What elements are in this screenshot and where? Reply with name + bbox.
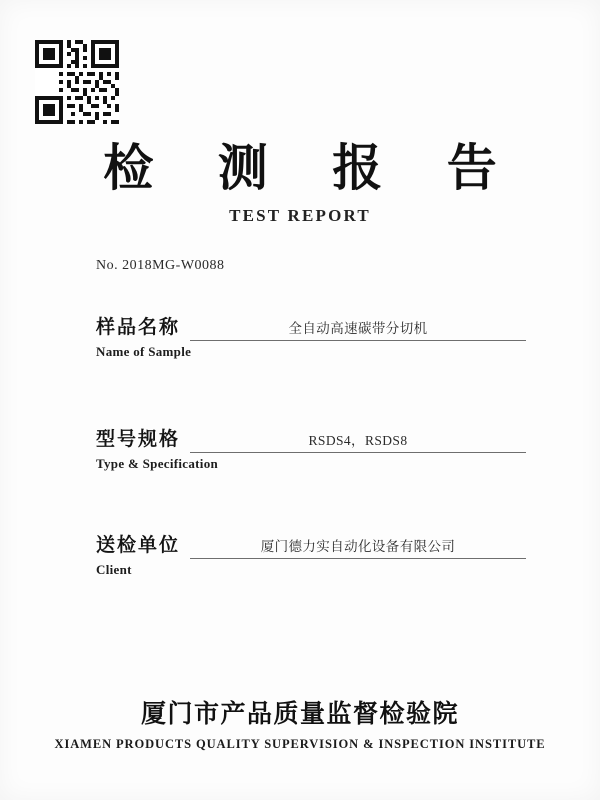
- report-number: No. 2018MG-W0088: [96, 258, 225, 273]
- field-value-line: [190, 532, 526, 559]
- page-title-english: TEST REPORT: [229, 206, 371, 225]
- field-label-en: Client: [96, 562, 132, 577]
- field-label-cn: 样品名称: [96, 317, 181, 338]
- footer-block: [0, 694, 600, 752]
- field-row: [96, 530, 526, 559]
- field-row: [96, 424, 526, 453]
- field-value: 全自动高速碳带分切机: [288, 321, 428, 336]
- field-label-en: Type & Specification: [96, 456, 219, 471]
- field-client: [96, 530, 526, 578]
- field-name-of-sample: [96, 312, 526, 360]
- field-value: RSDS4，RSDS8: [308, 433, 408, 448]
- issuing-organization-cn: 厦门市产品质量监督检验院: [140, 701, 459, 728]
- field-row: [96, 312, 526, 341]
- field-label-cn: 送检单位: [96, 535, 181, 556]
- field-type-specification: [96, 424, 526, 472]
- field-value: 厦门德力实自动化设备有限公司: [260, 539, 456, 554]
- issuing-organization-en: XIAMEN PRODUCTS QUALITY SUPERVISION & INSPECTION INSTITUTE: [54, 737, 546, 751]
- field-label-en: Name of Sample: [96, 344, 192, 359]
- field-value-line: [190, 426, 526, 453]
- qr-code-svg: [35, 40, 119, 124]
- qr-code-icon: [35, 40, 119, 124]
- field-value-line: [190, 314, 526, 341]
- field-label-cn: 型号规格: [96, 429, 181, 450]
- report-title-block: [0, 140, 600, 226]
- page-title: 检 测 报 告: [103, 140, 523, 196]
